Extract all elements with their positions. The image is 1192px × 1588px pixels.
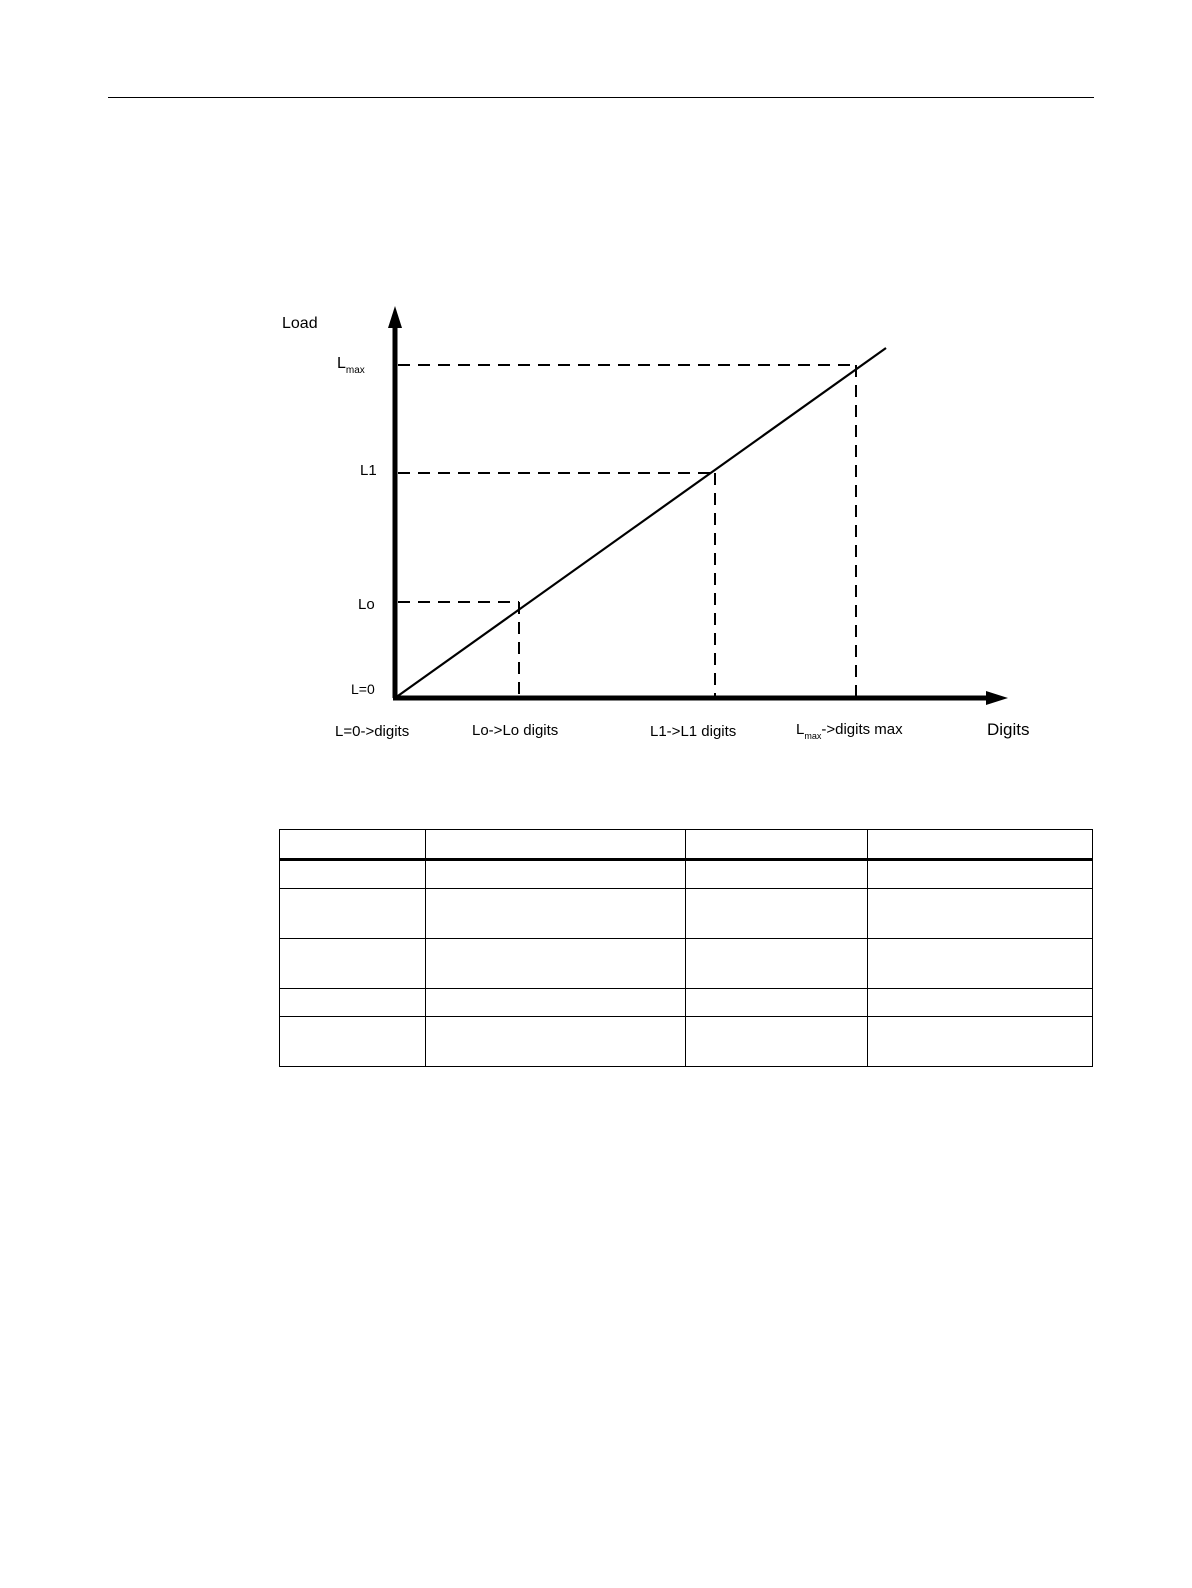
table-cell (280, 889, 426, 939)
table-cell (280, 939, 426, 989)
table-cell (686, 939, 868, 989)
table-cell (426, 860, 686, 889)
table-cell (426, 989, 686, 1017)
y-axis-title: Load (282, 315, 318, 332)
table-header-row (280, 830, 1093, 860)
table-cell (686, 989, 868, 1017)
header-rule (108, 97, 1094, 98)
x-axis-arrowhead (986, 691, 1008, 705)
table-cell (868, 1017, 1093, 1067)
calibration-line (395, 348, 886, 698)
table-cell (686, 1017, 868, 1067)
l1-label: L1 (360, 462, 377, 479)
table-header-cell (426, 830, 686, 860)
table-cell (686, 889, 868, 939)
lo-digits-label: Lo->Lo digits (472, 722, 559, 739)
table-row (280, 889, 1093, 939)
table-header-cell (868, 830, 1093, 860)
table-cell (280, 989, 426, 1017)
table-row (280, 989, 1093, 1017)
lmax-digits-label: $L_{max}->digits$ max (796, 721, 903, 741)
table-cell (280, 860, 426, 889)
l0-label: L=0 (351, 681, 375, 697)
table-cell (426, 889, 686, 939)
table-header-cell (280, 830, 426, 860)
table-row (280, 1017, 1093, 1067)
l1-digits-label: L1->L1 digits (650, 723, 737, 740)
table-cell (868, 860, 1093, 889)
lmax-subscript: max (345, 365, 365, 376)
y-axis-arrowhead (388, 306, 402, 328)
table-row (280, 860, 1093, 889)
l0-digits-label: L=0->digits (335, 723, 410, 740)
data-table-container (279, 829, 1092, 1070)
table-row (280, 939, 1093, 989)
table-cell (280, 1017, 426, 1067)
table-cell (868, 939, 1093, 989)
data-table (279, 829, 1093, 1067)
load-digits-diagram (282, 300, 1060, 770)
table-cell (868, 989, 1093, 1017)
table-header-cell (686, 830, 868, 860)
lmax-label: $L_{max}$ (337, 355, 365, 376)
diagram-canvas (282, 300, 1060, 770)
table-cell (426, 1017, 686, 1067)
table-cell (426, 939, 686, 989)
lmax-digits-subscript: max (804, 731, 822, 741)
table-cell (868, 889, 1093, 939)
x-axis-title: Digits (987, 720, 1030, 739)
lo-label: Lo (358, 596, 375, 613)
table-cell (686, 860, 868, 889)
